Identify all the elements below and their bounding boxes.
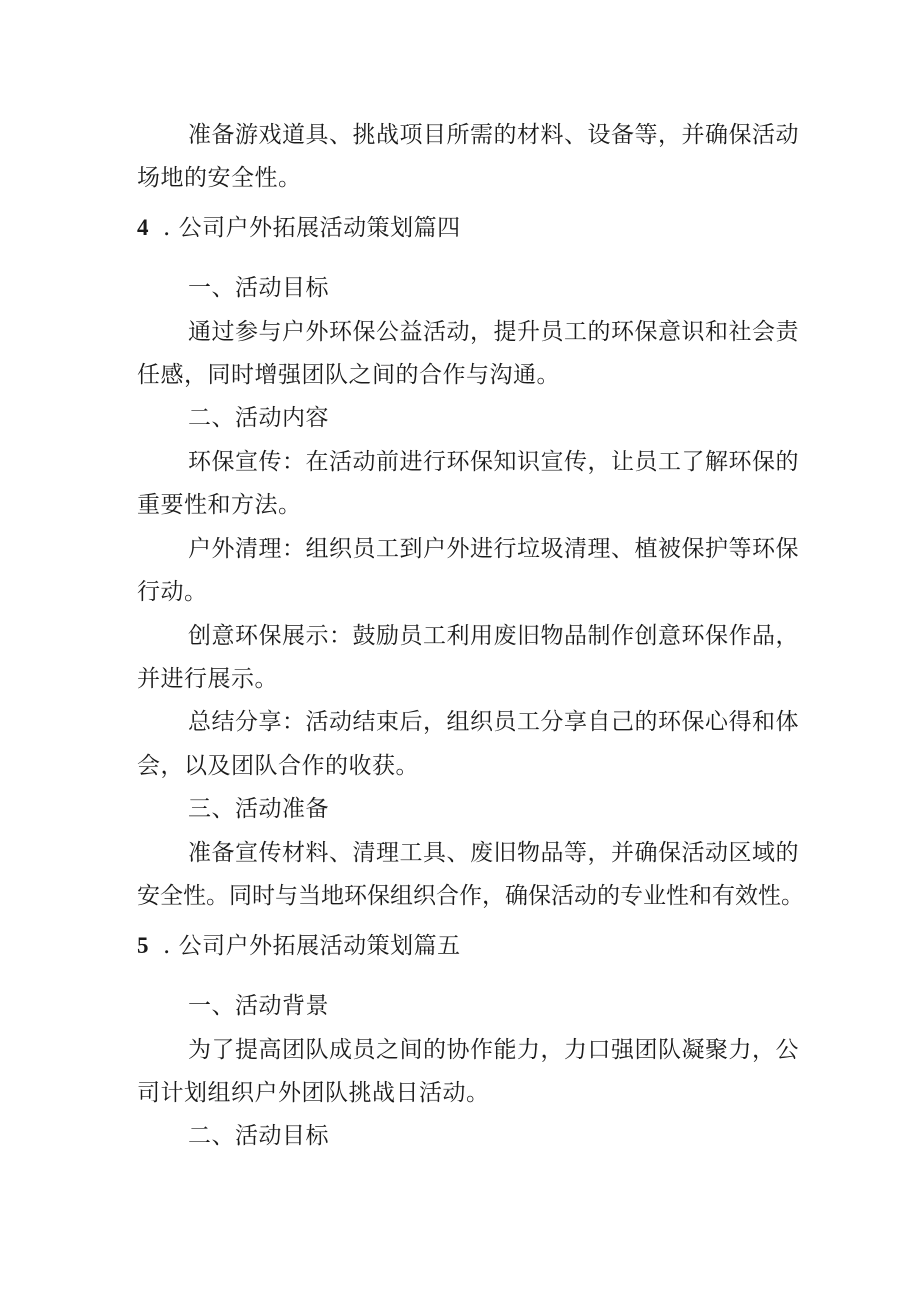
paragraph-line: 任感，同时增强团队之间的合作与沟通。 bbox=[137, 362, 560, 388]
section-heading-4 bbox=[137, 213, 461, 243]
paragraph-line: 行动。 bbox=[137, 579, 208, 605]
subheading: 二、活动内容 bbox=[188, 405, 329, 431]
paragraph-line: 会，以及团队合作的收获。 bbox=[137, 753, 419, 779]
paragraph-line: 通过参与户外环保公益活动，提升员工的环保意识和社会责 bbox=[188, 319, 799, 345]
paragraph-line: 创意环保展示：鼓励员工利用废旧物品制作创意环保作品， bbox=[188, 623, 799, 649]
paragraph-line: 场地的安全性。 bbox=[137, 165, 302, 191]
section-heading-5 bbox=[137, 931, 461, 961]
paragraph-line: 准备游戏道具、挑战项目所需的材料、设备等，并确保活动 bbox=[188, 122, 799, 148]
subheading: 二、活动目标 bbox=[188, 1123, 329, 1149]
paragraph-line: 安全性。同时与当地环保组织合作，确保活动的专业性和有效性。 bbox=[137, 883, 804, 909]
paragraph-line: 环保宣传：在活动前进行环保知识宣传，让员工了解环保的 bbox=[188, 449, 799, 475]
heading-number: 5 bbox=[137, 933, 149, 958]
paragraph-line: 为了提高团队成员之间的协作能力，力口强团队凝聚力，公 bbox=[188, 1037, 799, 1063]
subheading: 一、活动背景 bbox=[188, 993, 329, 1019]
heading-text: . 公司户外拓展活动策划篇五 bbox=[163, 933, 461, 959]
subheading: 一、活动目标 bbox=[188, 275, 329, 301]
paragraph-line: 司计划组织户外团队挑战日活动。 bbox=[137, 1080, 490, 1106]
subheading: 三、活动准备 bbox=[188, 796, 329, 822]
paragraph-line: 总结分享：活动结束后，组织员工分享自己的环保心得和体 bbox=[188, 709, 799, 735]
heading-text: . 公司户外拓展活动策划篇四 bbox=[163, 215, 461, 241]
paragraph-line: 重要性和方法。 bbox=[137, 492, 302, 518]
paragraph-line: 并进行展示。 bbox=[137, 666, 278, 692]
paragraph-line: 户外清理：组织员工到户外进行垃圾清理、植被保护等环保 bbox=[188, 536, 799, 562]
heading-number: 4 bbox=[137, 215, 149, 240]
paragraph-line: 准备宣传材料、清理工具、废旧物品等，并确保活动区域的 bbox=[188, 840, 799, 866]
